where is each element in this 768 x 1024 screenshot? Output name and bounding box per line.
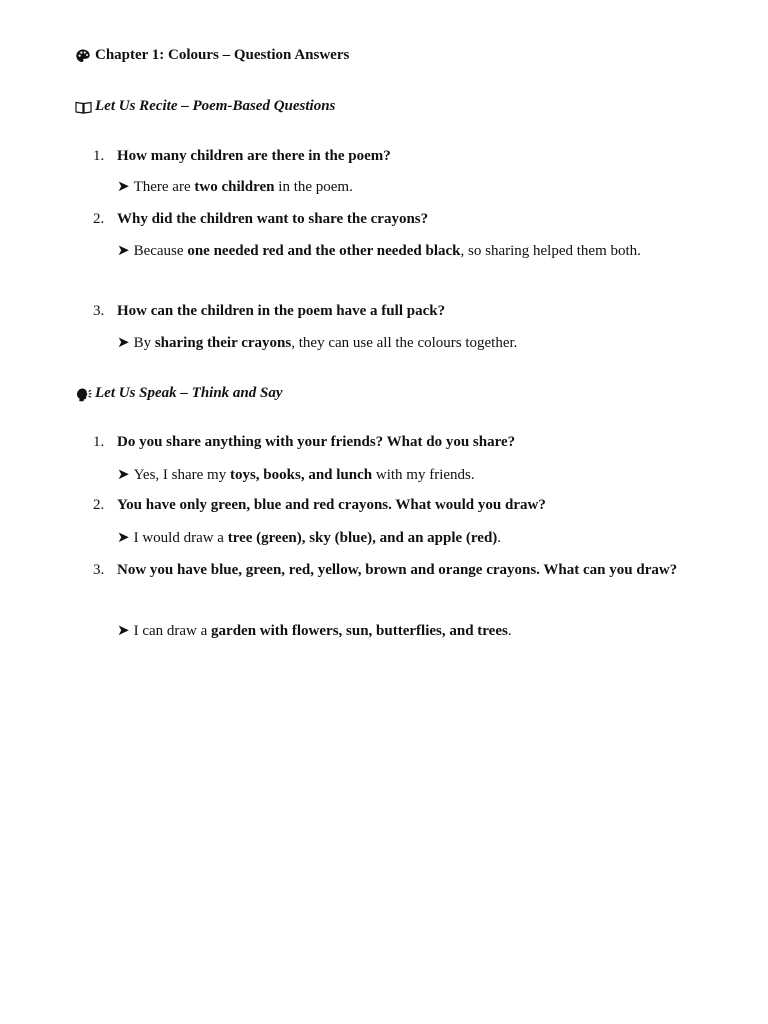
question-number: 2. bbox=[93, 211, 105, 227]
answer-run: , they can use all the colours together. bbox=[291, 335, 518, 351]
question-text: You have only green, blue and red crayons. What would you draw? bbox=[117, 497, 546, 513]
answer-run: There are bbox=[133, 179, 195, 195]
section-heading-text: Let Us Recite – Poem-Based Questions bbox=[95, 98, 336, 114]
answer-text bbox=[117, 459, 687, 491]
answer-run: I can draw a bbox=[133, 623, 212, 639]
question-item bbox=[93, 205, 703, 234]
question-number: 3. bbox=[93, 562, 105, 578]
answer-text bbox=[117, 171, 687, 203]
arrow-bullet-icon: ➤ bbox=[117, 528, 130, 546]
answer-emphasis: one needed red and the other needed black bbox=[187, 243, 461, 259]
question-text: Now you have blue, green, red, yellow, brown and orange crayons. What can you draw? bbox=[117, 562, 678, 578]
palette-icon bbox=[75, 48, 91, 64]
question-item bbox=[93, 297, 703, 326]
answer-emphasis: two children bbox=[194, 179, 275, 195]
page-title bbox=[75, 47, 349, 64]
answer-text bbox=[117, 327, 687, 359]
answer-run: . bbox=[507, 623, 512, 639]
answer-run: with my friends. bbox=[372, 467, 475, 483]
speaking-head-icon bbox=[75, 386, 91, 402]
answer-run: By bbox=[133, 335, 155, 351]
answer-text bbox=[117, 235, 687, 267]
answer-run: . bbox=[497, 530, 502, 546]
question-text: Why did the children want to share the crayons? bbox=[117, 211, 429, 227]
answer-run: I would draw a bbox=[133, 530, 228, 546]
answer-emphasis: garden with flowers, sun, butterflies, and trees bbox=[211, 623, 508, 639]
arrow-bullet-icon: ➤ bbox=[117, 621, 130, 639]
arrow-bullet-icon: ➤ bbox=[117, 241, 130, 259]
question-item bbox=[93, 491, 703, 520]
question-text: Do you share anything with your friends? What do you share? bbox=[117, 434, 516, 450]
answer-run: Yes, I share my bbox=[133, 467, 230, 483]
answer-run: Because bbox=[133, 243, 188, 259]
answer-text bbox=[117, 522, 687, 554]
answer-text bbox=[117, 615, 687, 647]
question-item bbox=[93, 142, 703, 171]
question-text: How many children are there in the poem? bbox=[117, 148, 391, 164]
answer-run: in the poem. bbox=[274, 179, 353, 195]
question-text: How can the children in the poem have a full pack? bbox=[117, 303, 446, 319]
arrow-bullet-icon: ➤ bbox=[117, 333, 130, 351]
answer-emphasis: toys, books, and lunch bbox=[229, 467, 373, 483]
section-heading-text: Let Us Speak – Think and Say bbox=[95, 385, 283, 401]
question-item bbox=[93, 428, 703, 457]
section-heading-speak bbox=[75, 385, 283, 402]
question-number: 1. bbox=[93, 434, 105, 450]
question-number: 1. bbox=[93, 148, 105, 164]
answer-emphasis: tree (green), sky (blue), and an apple (red) bbox=[227, 530, 498, 546]
question-number: 2. bbox=[93, 497, 105, 513]
answer-emphasis: sharing their crayons bbox=[154, 335, 292, 351]
book-icon bbox=[75, 99, 91, 115]
question-item bbox=[93, 556, 703, 585]
question-number: 3. bbox=[93, 303, 105, 319]
arrow-bullet-icon: ➤ bbox=[117, 177, 130, 195]
section-heading-recite bbox=[75, 98, 335, 115]
answer-run: , so sharing helped them both. bbox=[460, 243, 641, 259]
arrow-bullet-icon: ➤ bbox=[117, 465, 130, 483]
page-title-text: Chapter 1: Colours – Question Answers bbox=[95, 47, 350, 63]
